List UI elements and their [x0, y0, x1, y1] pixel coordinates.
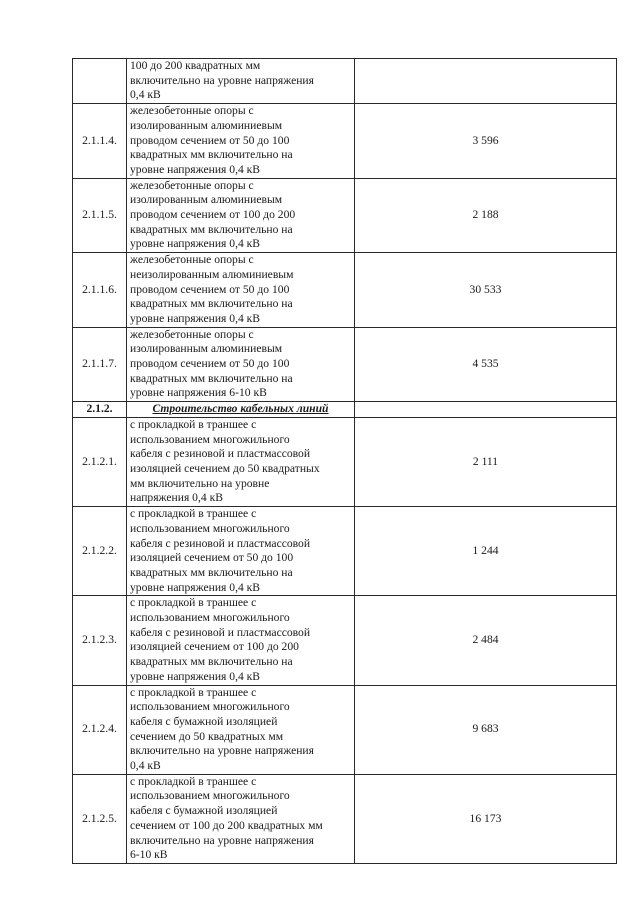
row-number: 2.1.2.1. — [73, 417, 127, 506]
row-description: с прокладкой в траншее с использованием многожильного кабеля с резиновой и пластмассовой изоляцией сечением от 50 до 100 квадратных мм включительно на уровне напряжения 0,4 кВ — [127, 507, 355, 596]
row-value: 2 188 — [355, 178, 617, 253]
row-value: 4 535 — [355, 327, 617, 402]
table-row — [73, 253, 617, 328]
row-number: 2.1.1.4. — [73, 104, 127, 179]
table-row — [73, 178, 617, 253]
row-value: 2 111 — [355, 417, 617, 506]
table-row — [73, 507, 617, 596]
row-value: 1 244 — [355, 507, 617, 596]
table-row — [73, 774, 617, 863]
section-number: 2.1.2. — [73, 402, 127, 418]
row-number: 2.1.2.5. — [73, 774, 127, 863]
row-value: 9 683 — [355, 685, 617, 774]
tariff-table — [72, 58, 617, 864]
row-description: железобетонные опоры с неизолированным алюминиевым проводом сечением от 50 до 100 квадратных мм включительно на уровне напряжения 0,4 кВ — [127, 253, 355, 328]
row-number: 2.1.1.5. — [73, 178, 127, 253]
row-value: 30 533 — [355, 253, 617, 328]
table-row — [73, 59, 617, 104]
row-number: 2.1.2.4. — [73, 685, 127, 774]
row-value: 2 484 — [355, 596, 617, 685]
row-number: 2.1.1.7. — [73, 327, 127, 402]
row-value: 3 596 — [355, 104, 617, 179]
row-value: 16 173 — [355, 774, 617, 863]
row-description: с прокладкой в траншее с использованием многожильного кабеля с резиновой и пластмассовой изоляцией сечением до 50 квадратных мм включительно на уровне напряжения 0,4 кВ — [127, 417, 355, 506]
table-row — [73, 417, 617, 506]
row-value — [355, 59, 617, 104]
section-header-row — [73, 402, 617, 418]
row-description: с прокладкой в траншее с использованием многожильного кабеля с резиновой и пластмассовой изоляцией сечением от 100 до 200 квадратных мм включительно на уровне напряжения 0,4 кВ — [127, 596, 355, 685]
row-description: с прокладкой в траншее с использованием многожильного кабеля с бумажной изоляцией сечением от 100 до 200 квадратных мм включительно на уровне напряжения 6-10 кВ — [127, 774, 355, 863]
row-number: 2.1.1.6. — [73, 253, 127, 328]
table-row — [73, 596, 617, 685]
row-value — [355, 402, 617, 418]
row-number — [73, 59, 127, 104]
row-description: с прокладкой в траншее с использованием многожильного кабеля с бумажной изоляцией сечением до 50 квадратных мм включительно на уровне напряжения 0,4 кВ — [127, 685, 355, 774]
row-description: железобетонные опоры с изолированным алюминиевым проводом сечением от 50 до 100 квадратных мм включительно на уровне напряжения 0,4 кВ — [127, 104, 355, 179]
table-row — [73, 685, 617, 774]
row-description: железобетонные опоры с изолированным алюминиевым проводом сечением от 50 до 100 квадратных мм включительно на уровне напряжения 6-10 кВ — [127, 327, 355, 402]
row-description: железобетонные опоры с изолированным алюминиевым проводом сечением от 100 до 200 квадратных мм включительно на уровне напряжения 0,4 кВ — [127, 178, 355, 253]
row-number: 2.1.2.2. — [73, 507, 127, 596]
section-title: Строительство кабельных линий — [127, 402, 355, 418]
table-row — [73, 104, 617, 179]
row-description: 100 до 200 квадратных мм включительно на уровне напряжения 0,4 кВ — [127, 59, 355, 104]
table-row — [73, 327, 617, 402]
row-number: 2.1.2.3. — [73, 596, 127, 685]
